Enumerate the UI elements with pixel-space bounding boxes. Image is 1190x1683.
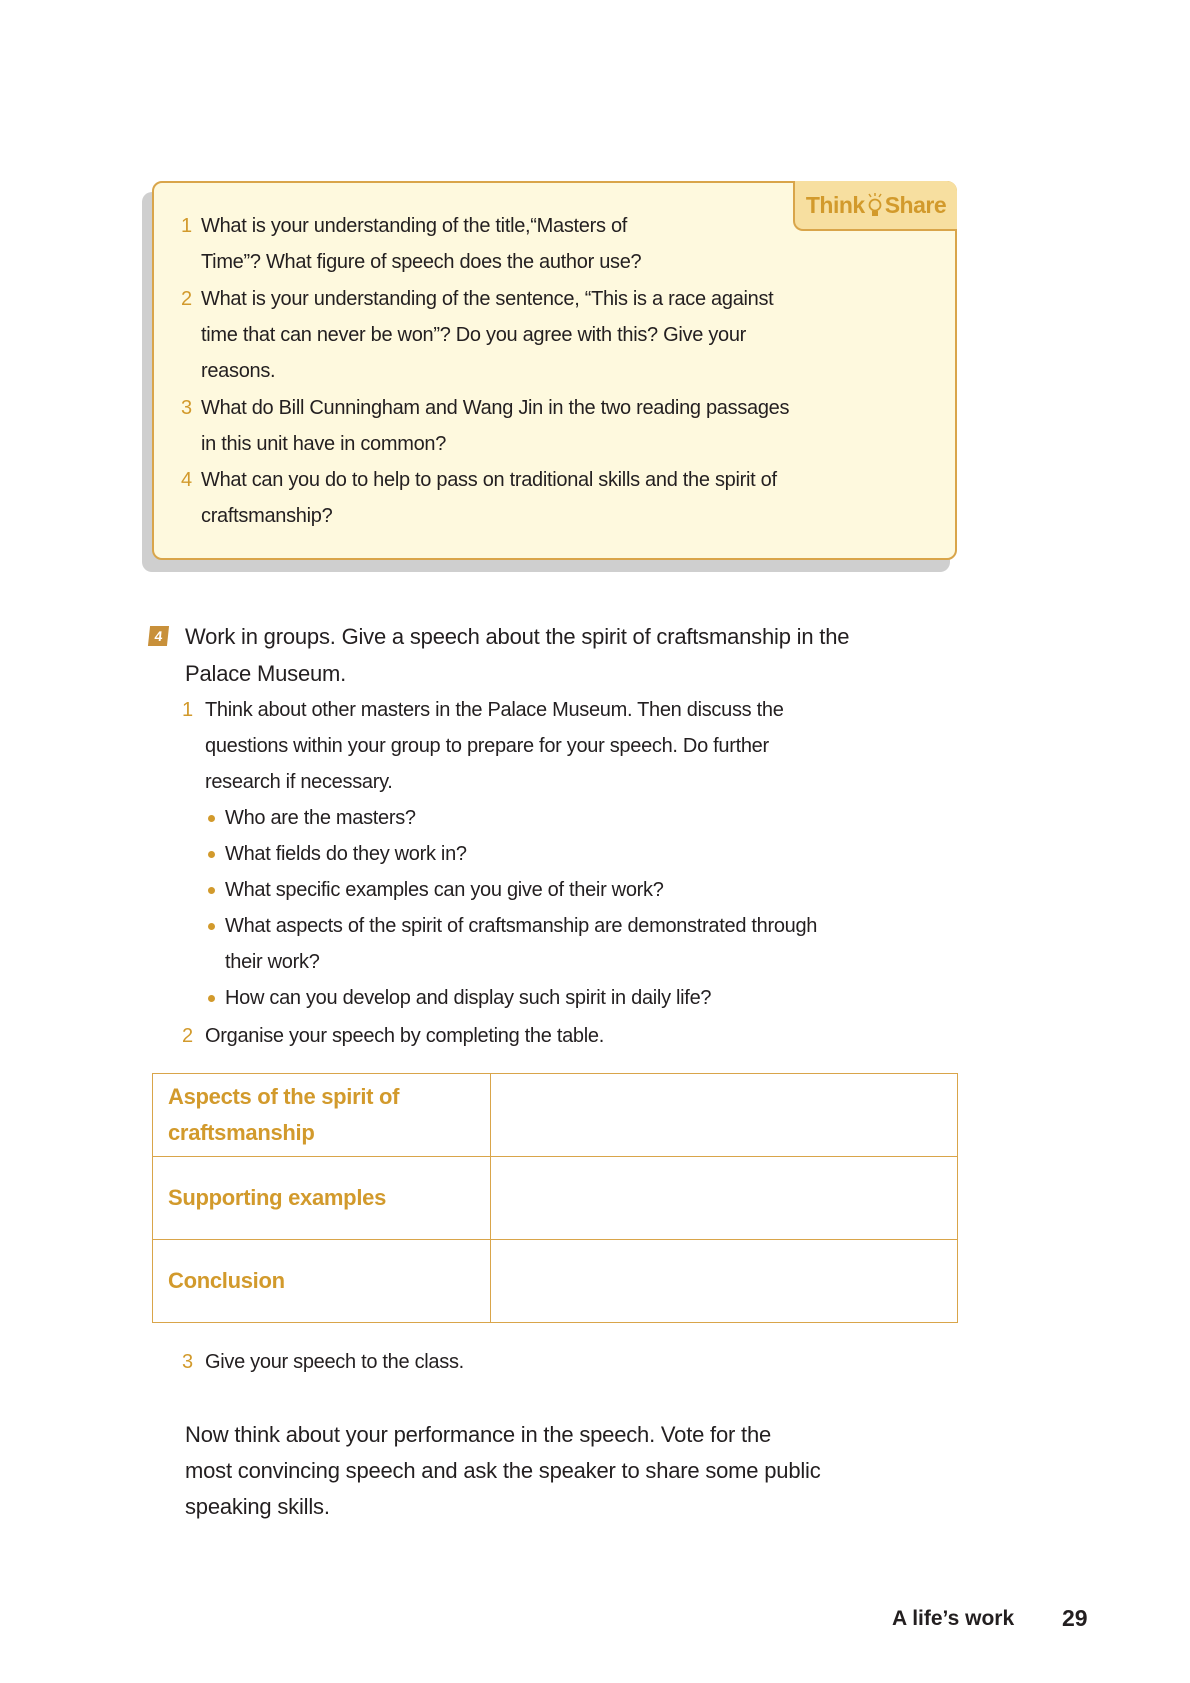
bullet-text: What specific examples can you give of their work? (225, 879, 664, 901)
row-input-cell[interactable] (491, 1240, 958, 1323)
row-label: Aspects of the spirit of craftsmanship (153, 1074, 491, 1157)
row-label: Conclusion (153, 1240, 491, 1323)
reflection-text: Now think about your performance in the speech. Vote for the (185, 1422, 772, 1447)
question-number: 1 (181, 215, 193, 237)
step-number: 1 (182, 699, 194, 721)
row-input-cell[interactable] (491, 1157, 958, 1240)
step-text: questions within your group to prepare for your speech. Do further (205, 735, 769, 757)
step-text: Give your speech to the class. (205, 1351, 464, 1373)
question-number: 3 (181, 397, 193, 419)
bullet-icon (208, 923, 215, 930)
question-text: What do Bill Cunningham and Wang Jin in the two reading passages (201, 397, 790, 419)
activity-number-icon: 4 (148, 626, 169, 646)
activity-heading: Palace Museum. (185, 661, 347, 686)
bullet-text: What aspects of the spirit of craftsmanship are demonstrated through (225, 915, 818, 937)
bullet-text: How can you develop and display such spirit in daily life? (225, 987, 712, 1009)
reflection-text: speaking skills. (185, 1494, 330, 1519)
reflection-text: most convincing speech and ask the speaker to share some public (185, 1458, 821, 1483)
step-number: 2 (182, 1025, 194, 1047)
lightbulb-icon (867, 192, 883, 218)
table-row (153, 1157, 958, 1240)
speech-planning-table (152, 1073, 958, 1323)
badge-think: Think (805, 191, 865, 218)
question-text: in this unit have in common? (201, 433, 447, 455)
badge-share: Share (884, 191, 947, 218)
question-number: 4 (181, 469, 193, 491)
row-label: Supporting examples (153, 1157, 491, 1240)
question-text: What is your understanding of the title,“Masters of (201, 215, 628, 237)
activity-heading: Work in groups. Give a speech about the spirit of craftsmanship in the (185, 624, 850, 649)
table-row (153, 1240, 958, 1323)
table-row (153, 1074, 958, 1157)
think-share-badge (793, 181, 957, 231)
bullet-text: Who are the masters? (225, 807, 416, 829)
step-text: Organise your speech by completing the table. (205, 1025, 604, 1047)
bullet-text: their work? (225, 951, 320, 973)
bullet-text: What fields do they work in? (225, 843, 467, 865)
page-number: 29 (1062, 1605, 1088, 1631)
bullet-icon (208, 815, 215, 822)
footer-unit-title: A life’s work (892, 1607, 1015, 1630)
question-text: What can you do to help to pass on traditional skills and the spirit of (201, 469, 777, 491)
step-text: research if necessary. (205, 771, 393, 793)
question-text: craftsmanship? (201, 505, 333, 527)
step-text: Think about other masters in the Palace Museum. Then discuss the (205, 699, 784, 721)
question-text: time that can never be won”? Do you agree with this? Give your (201, 324, 747, 346)
row-input-cell[interactable] (491, 1074, 958, 1157)
bullet-icon (208, 887, 215, 894)
bullet-icon (208, 851, 215, 858)
question-text: Time”? What figure of speech does the author use? (201, 251, 642, 273)
bullet-icon (208, 995, 215, 1002)
question-text: reasons. (201, 360, 276, 382)
question-number: 2 (181, 288, 193, 310)
question-text: What is your understanding of the sentence, “This is a race against (201, 288, 774, 310)
step-number: 3 (182, 1351, 194, 1373)
